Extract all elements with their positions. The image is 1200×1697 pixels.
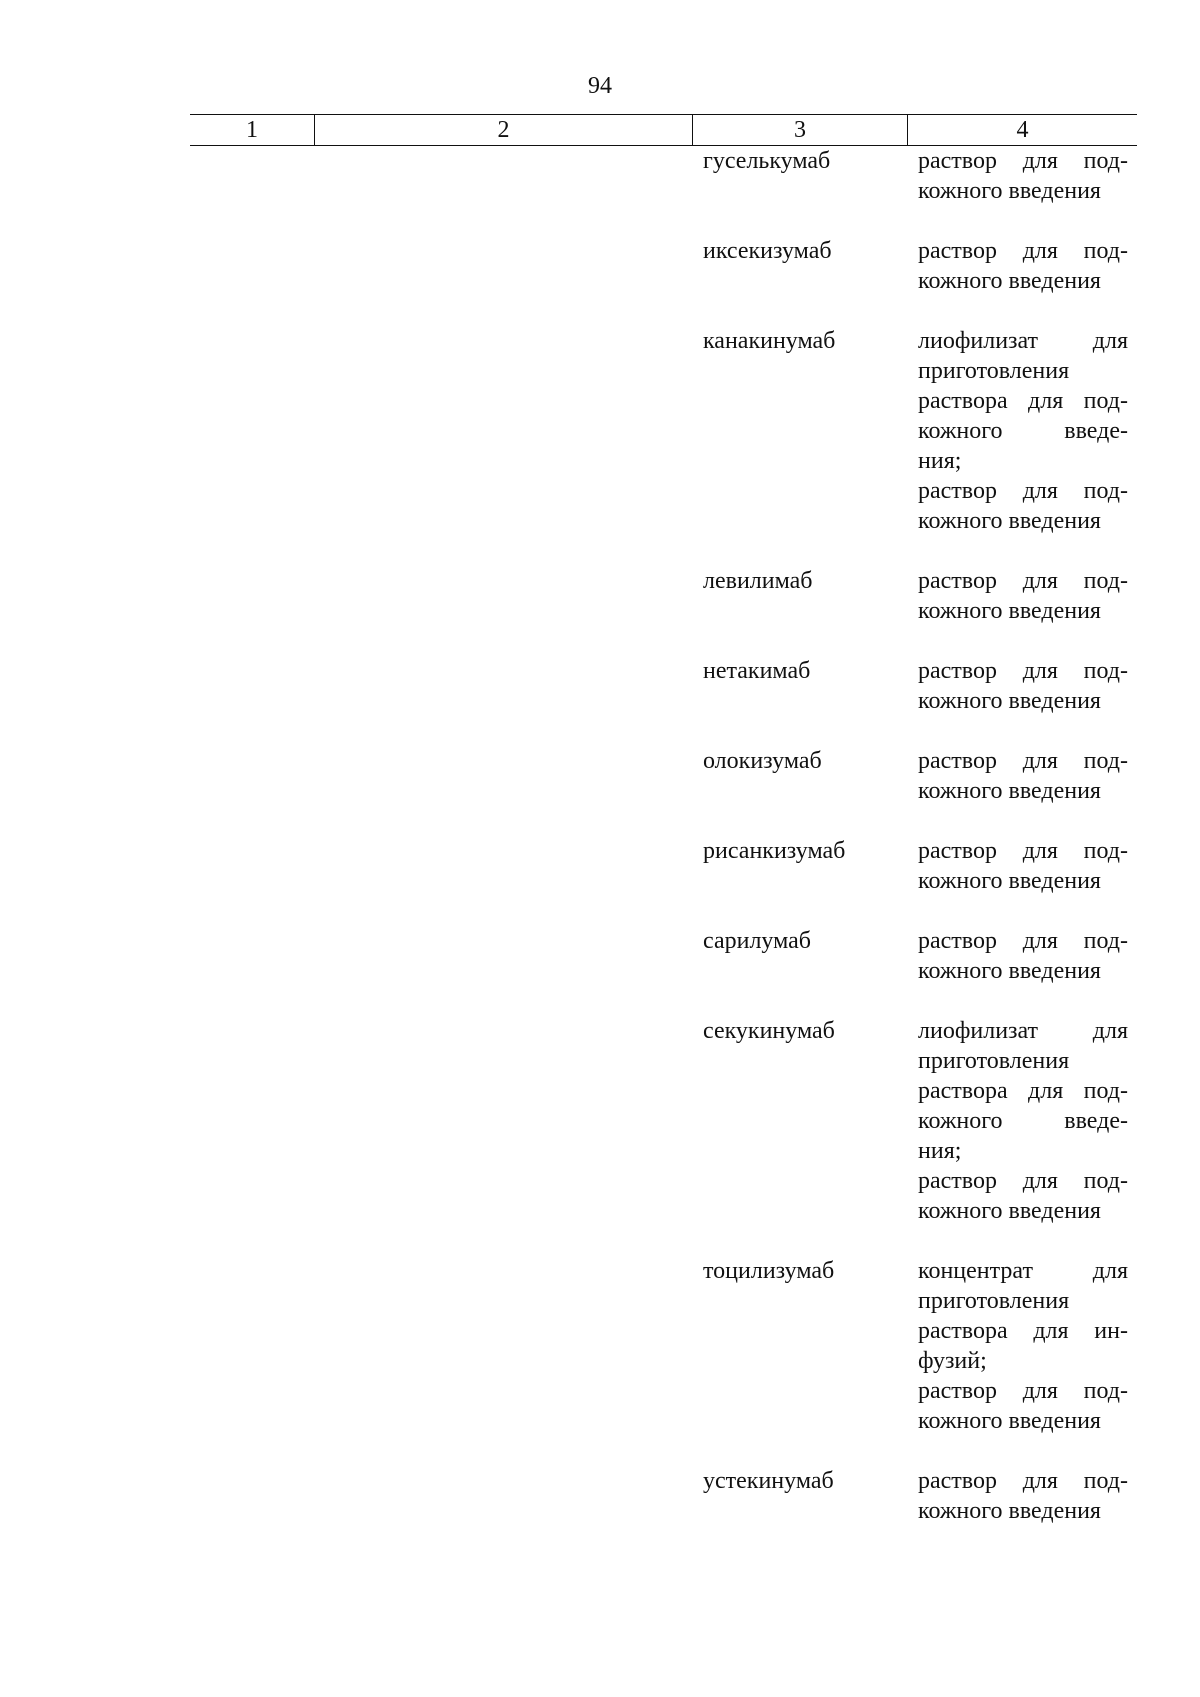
dosage-form-line: раствора для ин- bbox=[918, 1318, 1128, 1344]
drug-name: гуселькумаб bbox=[703, 148, 831, 174]
dosage-form-line: раствор для под- bbox=[918, 478, 1128, 504]
drug-name: иксекизумаб bbox=[703, 238, 832, 264]
dosage-form bbox=[918, 1016, 1128, 1226]
dosage-form bbox=[918, 1466, 1128, 1526]
dosage-form-line: фузий; bbox=[918, 1348, 987, 1374]
dosage-form-line: кожного введения bbox=[918, 1498, 1101, 1524]
table-row bbox=[0, 1256, 1200, 1436]
dosage-form-line: раствора для под- bbox=[918, 1078, 1128, 1104]
dosage-form bbox=[918, 836, 1128, 896]
table-row bbox=[0, 656, 1200, 716]
dosage-form-line: кожного введения bbox=[918, 268, 1101, 294]
dosage-form-line: раствор для под- bbox=[918, 838, 1128, 864]
dosage-form-line: раствор для под- bbox=[918, 1378, 1128, 1404]
table-row bbox=[0, 746, 1200, 806]
dosage-form-line: кожного введения bbox=[918, 508, 1101, 534]
dosage-form-line: раствора для под- bbox=[918, 388, 1128, 414]
table-header-row bbox=[190, 114, 1137, 146]
header-cell-4: 4 bbox=[1016, 117, 1029, 143]
dosage-form bbox=[918, 566, 1128, 626]
drug-name: левилимаб bbox=[703, 568, 813, 594]
dosage-form-line: кожного введения bbox=[918, 688, 1101, 714]
table-row bbox=[0, 926, 1200, 986]
dosage-form-line: лиофилизат для bbox=[918, 1018, 1128, 1044]
dosage-form-line: кожного введения bbox=[918, 778, 1101, 804]
table-row bbox=[0, 566, 1200, 626]
header-cell-3: 3 bbox=[693, 115, 908, 145]
table-row bbox=[0, 326, 1200, 536]
dosage-form-line: приготовления bbox=[918, 1288, 1070, 1314]
dosage-form-line: приготовления bbox=[918, 1048, 1070, 1074]
dosage-form-line: ния; bbox=[918, 1138, 962, 1164]
dosage-form-line: кожного введения bbox=[918, 868, 1101, 894]
drug-name: рисанкизумаб bbox=[703, 838, 846, 864]
dosage-form-line: раствор для под- bbox=[918, 1468, 1128, 1494]
dosage-form bbox=[918, 326, 1128, 536]
table-row bbox=[0, 236, 1200, 296]
header-cell-1: 1 bbox=[190, 115, 315, 145]
drug-name: олокизумаб bbox=[703, 748, 822, 774]
dosage-form-line: кожного введе- bbox=[918, 418, 1128, 444]
dosage-form bbox=[918, 146, 1128, 206]
header-cell-2: 2 bbox=[315, 115, 693, 145]
table-row bbox=[0, 1016, 1200, 1226]
dosage-form-line: лиофилизат для bbox=[918, 328, 1128, 354]
dosage-form-line: раствор для под- bbox=[918, 928, 1128, 954]
dosage-form bbox=[918, 926, 1128, 986]
dosage-form-line: приготовления bbox=[918, 358, 1070, 384]
drug-name: устекинумаб bbox=[703, 1468, 834, 1494]
dosage-form-line: кожного введения bbox=[918, 958, 1101, 984]
drug-name: канакинумаб bbox=[703, 328, 836, 354]
dosage-form-line: концентрат для bbox=[918, 1258, 1128, 1284]
drug-name: нетакимаб bbox=[703, 658, 811, 684]
drug-name: тоцилизумаб bbox=[703, 1258, 835, 1284]
table-row bbox=[0, 1466, 1200, 1526]
drug-name: сарилумаб bbox=[703, 928, 811, 954]
dosage-form-line: кожного введе- bbox=[918, 1108, 1128, 1134]
dosage-form bbox=[918, 656, 1128, 716]
dosage-form-line: кожного введения bbox=[918, 1408, 1101, 1434]
drug-name: секукинумаб bbox=[703, 1018, 835, 1044]
dosage-form bbox=[918, 236, 1128, 296]
dosage-form-line: раствор для под- bbox=[918, 748, 1128, 774]
dosage-form-line: раствор для под- bbox=[918, 658, 1128, 684]
dosage-form-line: ния; bbox=[918, 448, 962, 474]
dosage-form-line: раствор для под- bbox=[918, 568, 1128, 594]
dosage-form-line: раствор для под- bbox=[918, 1168, 1128, 1194]
dosage-form-line: кожного введения bbox=[918, 1198, 1101, 1224]
table-row bbox=[0, 836, 1200, 896]
dosage-form-line: раствор для под- bbox=[918, 238, 1128, 264]
dosage-form-line: кожного введения bbox=[918, 598, 1101, 624]
dosage-form-line: кожного введения bbox=[918, 178, 1101, 204]
dosage-form bbox=[918, 746, 1128, 806]
dosage-form bbox=[918, 1256, 1128, 1436]
table-row bbox=[0, 146, 1200, 206]
page-number: 94 bbox=[588, 73, 612, 99]
dosage-form-line: раствор для под- bbox=[918, 148, 1128, 174]
